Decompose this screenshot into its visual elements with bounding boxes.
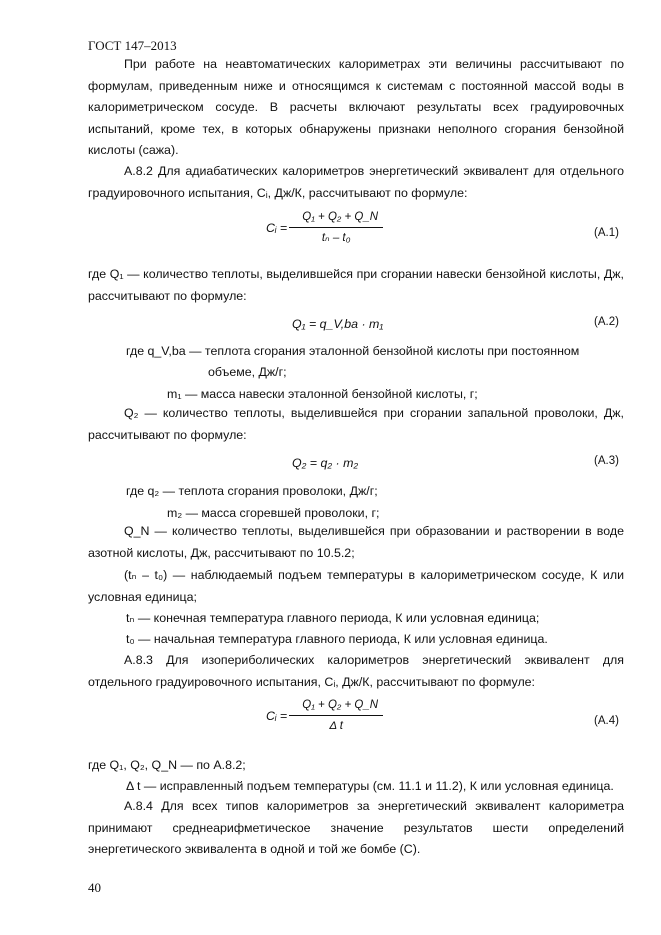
- equation-number-a1: (А.1): [594, 227, 619, 239]
- equation-number-a3: (А.3): [594, 455, 619, 467]
- paragraph-a-8-3: А.8.3 Для изопериболических калориметров энергетический эквивалент для отдельного градуировочного испытания, Cᵢ, Дж/К, рассчитывают по формуле:: [88, 653, 624, 689]
- formula-a4: [266, 698, 383, 733]
- formula-a4-denominator: Δ t: [289, 715, 383, 733]
- definition-qvba: где q_V,ba — теплота сгорания эталонной бензойной кислоты при постоянном: [126, 344, 580, 358]
- definition-t0: t₀ — начальная температура главного периода, К или условная единица.: [126, 632, 548, 646]
- formula-a4-lhs: Cᵢ =: [266, 708, 288, 723]
- definition-q1: где Q₁ — количество теплоты, выделившейся при сгорании навески бензойной кислоты, Дж, рассчитывают по формуле:: [88, 267, 624, 303]
- definition-qn: Q_N — количество теплоты, выделившейся при образовании и растворении в воде азотной кислоты, Дж, рассчитывают по 10.5.2;: [88, 524, 624, 560]
- formula-a1-lhs: Cᵢ =: [266, 220, 288, 235]
- formula-a3: Q₂ = q₂ · m₂: [292, 456, 359, 470]
- formula-a2: Q₁ = q_V,ba · m₁: [292, 317, 384, 331]
- paragraph-a-8-2: [88, 161, 624, 204]
- formula-a1: [266, 210, 383, 245]
- definition-q2-small: где q₂ — теплота сгорания проволоки, Дж/г;: [126, 484, 378, 498]
- paragraph-a-8-4: А.8.4 Для всех типов калориметров за энергетический эквивалент калориметра принимают среднеарифметическое значение результатов шести определений энергетического эквивалента в одной и той же бомбе (C).: [88, 799, 624, 856]
- paragraph-intro: При работе на неавтоматических калориметрах эти величины рассчитывают по формулам, приведенным ниже и относящимся к системам с постоянной массой воды в калориметрическом сосуде. В расчеты включают результаты всех градуировочных испытаний, кроме тех, в которых обнаружены признаки неполного сгорания бензойной кислоты (сажа).: [88, 57, 624, 157]
- equation-number-a4: (А.4): [594, 715, 619, 727]
- definition-tn-t0: (tₙ – t₀) — наблюдаемый подъем температуры в калориметрическом сосуде, К или условная единица;: [88, 568, 624, 604]
- definition-delta-t: Δ t — исправленный подъем температуры (см. 11.1 и 11.2), К или условная единица.: [126, 779, 614, 793]
- formula-a1-denominator: tₙ – t₀: [289, 227, 383, 245]
- definition-a4-where: где Q₁, Q₂, Q_N — по А.8.2;: [88, 758, 246, 772]
- equation-number-a2: (А.2): [594, 316, 619, 328]
- definition-q2: Q₂ — количество теплоты, выделившейся при сгорании запальной проволоки, Дж, рассчитывают по формуле:: [88, 406, 624, 442]
- formula-a4-numerator: Q₁ + Q₂ + Q_N: [302, 699, 379, 711]
- definition-tn: tₙ — конечная температура главного периода, К или условная единица;: [126, 611, 540, 625]
- paragraph-a-8-2-text: А.8.2 Для адиабатических калориметров энергетический эквивалент для отдельного градуировочного испытания, Cᵢ, Дж/К, рассчитывают по формуле:: [88, 164, 624, 200]
- formula-a1-numerator: Q₁ + Q₂ + Q_N: [302, 211, 379, 223]
- page-number: 40: [88, 880, 101, 895]
- definition-qvba-cont: объеме, Дж/г;: [208, 365, 287, 379]
- definition-m2: m₂ — масса сгоревшей проволоки, г;: [167, 506, 380, 520]
- definition-m1: m₁ — масса навески эталонной бензойной кислоты, г;: [167, 387, 478, 401]
- document-header: ГОСТ 147–2013: [88, 38, 177, 53]
